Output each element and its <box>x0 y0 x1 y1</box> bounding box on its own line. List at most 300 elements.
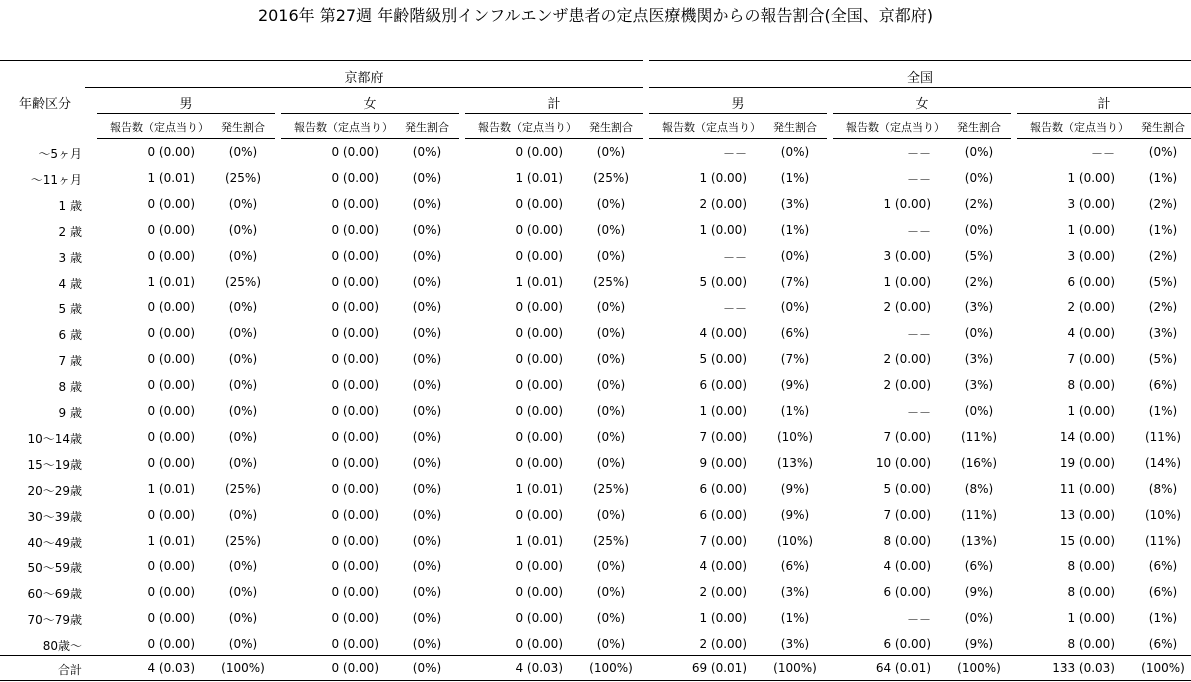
age-label: 80歳～ <box>42 639 82 653</box>
occurrence-rate: (0%) <box>596 430 626 444</box>
age-label: 3 歳 <box>58 251 82 265</box>
sex-underline <box>465 113 643 114</box>
age-label: 合計 <box>57 663 82 677</box>
report-count: 8 (0.00) <box>1067 637 1115 651</box>
occurrence-rate: (0%) <box>596 300 626 314</box>
report-count: 0 (0.00) <box>515 300 563 314</box>
report-count: 0 (0.00) <box>147 430 195 444</box>
report-count-header: 報告数（定点当り） <box>478 121 577 134</box>
occurrence-rate: (9%) <box>780 482 810 496</box>
occurrence-rate: (0%) <box>596 508 626 522</box>
occurrence-rate: (100%) <box>1141 661 1185 675</box>
report-count: 1 (0.01) <box>147 482 195 496</box>
occurrence-rate-header: 発生割合 <box>1141 121 1185 134</box>
sex-header: 男 <box>179 97 193 112</box>
report-count: 1 (0.00) <box>699 171 747 185</box>
report-count: 14 (0.00) <box>1059 430 1115 444</box>
sex-underline <box>97 113 275 114</box>
occurrence-rate-header: 発生割合 <box>773 121 817 134</box>
report-count: 0 (0.00) <box>147 404 195 418</box>
report-count: 0 (0.00) <box>331 404 379 418</box>
rule-top <box>0 60 643 61</box>
report-count: 0 (0.00) <box>331 300 379 314</box>
occurrence-rate: (6%) <box>1148 637 1178 651</box>
report-count: 64 (0.01) <box>875 661 931 675</box>
occurrence-rate: (1%) <box>1148 171 1178 185</box>
report-count: 0 (0.00) <box>147 637 195 651</box>
occurrence-rate: (0%) <box>228 326 258 340</box>
report-count: －－ <box>906 406 931 420</box>
occurrence-rate: (0%) <box>412 482 442 496</box>
report-count: 0 (0.00) <box>331 275 379 289</box>
report-count: 1 (0.01) <box>515 171 563 185</box>
report-count: 3 (0.00) <box>1067 197 1115 211</box>
group-header: 全国 <box>906 71 933 86</box>
report-count: 0 (0.00) <box>147 197 195 211</box>
occurrence-rate: (6%) <box>780 326 810 340</box>
sex-underline <box>833 113 1011 114</box>
age-column-header: 年齢区分 <box>18 97 71 112</box>
occurrence-rate: (0%) <box>596 326 626 340</box>
occurrence-rate: (1%) <box>1148 611 1178 625</box>
report-count: 8 (0.00) <box>883 534 931 548</box>
occurrence-rate: (11%) <box>960 508 998 522</box>
occurrence-rate-header: 発生割合 <box>405 121 449 134</box>
report-count: 2 (0.00) <box>699 585 747 599</box>
occurrence-rate: (10%) <box>776 534 814 548</box>
occurrence-rate: (8%) <box>1148 482 1178 496</box>
report-count: 5 (0.00) <box>699 275 747 289</box>
report-count: 1 (0.00) <box>699 223 747 237</box>
occurrence-rate: (3%) <box>780 637 810 651</box>
report-count: 2 (0.00) <box>883 300 931 314</box>
occurrence-rate: (6%) <box>780 559 810 573</box>
sex-underline <box>281 113 459 114</box>
age-label: 9 歳 <box>58 406 82 420</box>
report-count: 0 (0.00) <box>515 430 563 444</box>
occurrence-rate: (0%) <box>228 508 258 522</box>
occurrence-rate: (0%) <box>228 197 258 211</box>
occurrence-rate: (0%) <box>412 430 442 444</box>
report-count: 0 (0.00) <box>147 508 195 522</box>
report-count: 0 (0.00) <box>147 456 195 470</box>
occurrence-rate: (0%) <box>412 378 442 392</box>
occurrence-rate: (7%) <box>780 275 810 289</box>
report-count: 1 (0.00) <box>1067 404 1115 418</box>
occurrence-rate: (2%) <box>1148 249 1178 263</box>
occurrence-rate: (0%) <box>596 197 626 211</box>
report-count: 0 (0.00) <box>331 352 379 366</box>
occurrence-rate: (0%) <box>412 197 442 211</box>
occurrence-rate: (9%) <box>964 585 994 599</box>
report-count: 0 (0.00) <box>147 300 195 314</box>
report-count: 0 (0.00) <box>147 585 195 599</box>
report-count: 133 (0.03) <box>1052 661 1115 675</box>
occurrence-rate: (100%) <box>221 661 265 675</box>
report-count: 8 (0.00) <box>1067 378 1115 392</box>
page-title: 2016年 第27週 年齢階級別インフルエンザ患者の定点医療機関からの報告割合(全国、京都府) <box>257 6 934 25</box>
report-count: 2 (0.00) <box>1067 300 1115 314</box>
occurrence-rate: (0%) <box>412 508 442 522</box>
report-count: －－ <box>906 225 931 239</box>
occurrence-rate: (10%) <box>776 430 814 444</box>
report-count: 1 (0.00) <box>1067 171 1115 185</box>
sub-underline <box>281 138 459 139</box>
occurrence-rate: (1%) <box>780 404 810 418</box>
age-label: 60～69歳 <box>27 587 82 601</box>
report-count: 1 (0.00) <box>883 197 931 211</box>
occurrence-rate: (0%) <box>228 352 258 366</box>
occurrence-rate: (11%) <box>1144 430 1182 444</box>
occurrence-rate: (8%) <box>964 482 994 496</box>
report-count: 1 (0.01) <box>147 534 195 548</box>
report-count: 8 (0.00) <box>1067 559 1115 573</box>
report-count: 6 (0.00) <box>699 508 747 522</box>
report-count-header: 報告数（定点当り） <box>662 121 761 134</box>
occurrence-rate: (0%) <box>412 249 442 263</box>
report-count: 6 (0.00) <box>883 637 931 651</box>
report-count: 2 (0.00) <box>883 378 931 392</box>
report-count: 0 (0.00) <box>331 430 379 444</box>
occurrence-rate: (9%) <box>780 508 810 522</box>
occurrence-rate: (25%) <box>592 275 630 289</box>
occurrence-rate: (9%) <box>780 378 810 392</box>
report-count: 0 (0.00) <box>515 456 563 470</box>
occurrence-rate: (0%) <box>412 223 442 237</box>
report-count: 6 (0.00) <box>699 482 747 496</box>
age-label: ～5ヶ月 <box>38 147 82 161</box>
occurrence-rate: (25%) <box>592 171 630 185</box>
report-count: 8 (0.00) <box>1067 585 1115 599</box>
occurrence-rate: (0%) <box>596 456 626 470</box>
report-count: 0 (0.00) <box>331 378 379 392</box>
report-count: 4 (0.00) <box>883 559 931 573</box>
occurrence-rate: (0%) <box>596 585 626 599</box>
report-count: 0 (0.00) <box>331 456 379 470</box>
report-count: 15 (0.00) <box>1059 534 1115 548</box>
occurrence-rate: (3%) <box>1148 326 1178 340</box>
occurrence-rate: (2%) <box>964 197 994 211</box>
occurrence-rate: (0%) <box>228 637 258 651</box>
sex-header: 男 <box>731 97 745 112</box>
occurrence-rate: (1%) <box>780 171 810 185</box>
age-label: 70～79歳 <box>27 613 82 627</box>
occurrence-rate: (100%) <box>957 661 1001 675</box>
report-count: 0 (0.00) <box>147 559 195 573</box>
report-count: 3 (0.00) <box>883 249 931 263</box>
sex-header: 女 <box>915 97 929 112</box>
report-count: 0 (0.00) <box>331 197 379 211</box>
occurrence-rate: (16%) <box>960 456 998 470</box>
occurrence-rate: (0%) <box>780 249 810 263</box>
occurrence-rate: (0%) <box>964 326 994 340</box>
occurrence-rate: (0%) <box>412 145 442 159</box>
occurrence-rate: (0%) <box>228 430 258 444</box>
occurrence-rate: (10%) <box>1144 508 1182 522</box>
sub-underline <box>465 138 643 139</box>
report-count: 7 (0.00) <box>699 430 747 444</box>
occurrence-rate: (11%) <box>960 430 998 444</box>
report-count: 0 (0.00) <box>515 508 563 522</box>
report-count: 1 (0.01) <box>515 275 563 289</box>
age-label: 8 歳 <box>58 380 82 394</box>
occurrence-rate: (0%) <box>228 249 258 263</box>
report-count: 0 (0.00) <box>515 352 563 366</box>
report-count: 0 (0.00) <box>147 611 195 625</box>
age-label: 30～39歳 <box>27 510 82 524</box>
report-count: 1 (0.01) <box>147 171 195 185</box>
sex-header: 計 <box>547 97 561 112</box>
occurrence-rate: (13%) <box>776 456 814 470</box>
occurrence-rate: (0%) <box>412 585 442 599</box>
occurrence-rate: (0%) <box>412 637 442 651</box>
age-label: 7 歳 <box>58 354 82 368</box>
age-label: 50～59歳 <box>27 561 82 575</box>
report-count: 6 (0.00) <box>1067 275 1115 289</box>
occurrence-rate: (25%) <box>224 275 262 289</box>
occurrence-rate: (0%) <box>596 637 626 651</box>
report-count-header: 報告数（定点当り） <box>294 121 393 134</box>
sub-underline <box>1017 138 1191 139</box>
sub-underline <box>833 138 1011 139</box>
report-count: 0 (0.00) <box>147 326 195 340</box>
occurrence-rate: (0%) <box>964 145 994 159</box>
report-count: 0 (0.00) <box>147 352 195 366</box>
occurrence-rate: (0%) <box>412 661 442 675</box>
report-count: 7 (0.00) <box>883 508 931 522</box>
occurrence-rate: (0%) <box>964 223 994 237</box>
age-label: 10～14歳 <box>27 432 82 446</box>
report-count: 0 (0.00) <box>515 611 563 625</box>
age-label: 6 歳 <box>58 328 82 342</box>
occurrence-rate: (1%) <box>1148 404 1178 418</box>
report-count: 5 (0.00) <box>699 352 747 366</box>
report-count: 1 (0.00) <box>883 275 931 289</box>
report-count: 0 (0.00) <box>331 223 379 237</box>
occurrence-rate: (0%) <box>964 611 994 625</box>
occurrence-rate: (0%) <box>412 352 442 366</box>
age-label: 4 歳 <box>58 277 82 291</box>
report-count: 1 (0.00) <box>699 404 747 418</box>
report-count: 0 (0.00) <box>331 534 379 548</box>
report-count: 0 (0.00) <box>147 145 195 159</box>
occurrence-rate: (0%) <box>228 145 258 159</box>
report-count: 2 (0.00) <box>699 197 747 211</box>
occurrence-rate: (0%) <box>596 404 626 418</box>
occurrence-rate: (0%) <box>228 559 258 573</box>
group-underline <box>85 87 643 88</box>
rule-total-bottom <box>0 680 1191 681</box>
report-count: 0 (0.00) <box>331 661 379 675</box>
occurrence-rate: (1%) <box>1148 223 1178 237</box>
occurrence-rate: (0%) <box>412 456 442 470</box>
report-count: 7 (0.00) <box>883 430 931 444</box>
report-count: 0 (0.00) <box>515 404 563 418</box>
occurrence-rate: (7%) <box>780 352 810 366</box>
occurrence-rate: (0%) <box>228 223 258 237</box>
occurrence-rate: (0%) <box>596 352 626 366</box>
sub-underline <box>97 138 275 139</box>
report-count: 0 (0.00) <box>515 223 563 237</box>
report-count: 5 (0.00) <box>883 482 931 496</box>
occurrence-rate-header: 発生割合 <box>221 121 265 134</box>
occurrence-rate: (0%) <box>412 404 442 418</box>
report-count: 3 (0.00) <box>1067 249 1115 263</box>
report-count: 0 (0.00) <box>515 637 563 651</box>
occurrence-rate: (0%) <box>1148 145 1178 159</box>
age-label: 15～19歳 <box>27 458 82 472</box>
report-count: 13 (0.00) <box>1059 508 1115 522</box>
occurrence-rate: (0%) <box>596 559 626 573</box>
report-count: 7 (0.00) <box>699 534 747 548</box>
occurrence-rate: (0%) <box>228 585 258 599</box>
occurrence-rate: (0%) <box>412 534 442 548</box>
occurrence-rate-header: 発生割合 <box>957 121 1001 134</box>
occurrence-rate: (5%) <box>1148 275 1178 289</box>
occurrence-rate: (25%) <box>592 482 630 496</box>
report-count: －－ <box>906 147 931 161</box>
occurrence-rate: (0%) <box>412 300 442 314</box>
report-count: －－ <box>722 302 747 316</box>
occurrence-rate: (0%) <box>596 223 626 237</box>
sex-header: 計 <box>1097 97 1111 112</box>
report-count: 0 (0.00) <box>331 326 379 340</box>
report-count: 0 (0.00) <box>515 145 563 159</box>
occurrence-rate: (25%) <box>224 534 262 548</box>
report-count: 1 (0.01) <box>515 534 563 548</box>
report-count: 1 (0.00) <box>1067 223 1115 237</box>
report-count: －－ <box>906 613 931 627</box>
occurrence-rate: (5%) <box>1148 352 1178 366</box>
occurrence-rate: (3%) <box>780 197 810 211</box>
occurrence-rate: (25%) <box>224 482 262 496</box>
report-count: 1 (0.00) <box>699 611 747 625</box>
report-count: 4 (0.03) <box>515 661 563 675</box>
occurrence-rate: (0%) <box>964 171 994 185</box>
rule-top-right <box>649 60 1191 61</box>
occurrence-rate: (25%) <box>224 171 262 185</box>
occurrence-rate: (9%) <box>964 637 994 651</box>
occurrence-rate: (3%) <box>780 585 810 599</box>
report-count: 0 (0.00) <box>331 249 379 263</box>
occurrence-rate: (3%) <box>964 352 994 366</box>
report-count: 0 (0.00) <box>331 611 379 625</box>
report-count: 0 (0.00) <box>331 508 379 522</box>
age-label: 20～29歳 <box>27 484 82 498</box>
occurrence-rate: (0%) <box>780 145 810 159</box>
occurrence-rate: (25%) <box>592 534 630 548</box>
report-count: 0 (0.00) <box>331 145 379 159</box>
report-count-header: 報告数（定点当り） <box>846 121 945 134</box>
occurrence-rate-header: 発生割合 <box>589 121 633 134</box>
group-underline <box>649 87 1191 88</box>
report-count: 0 (0.00) <box>515 249 563 263</box>
occurrence-rate: (1%) <box>780 223 810 237</box>
report-count: 0 (0.00) <box>331 171 379 185</box>
report-count: －－ <box>722 251 747 265</box>
occurrence-rate: (2%) <box>1148 197 1178 211</box>
report-count: 0 (0.00) <box>147 249 195 263</box>
occurrence-rate: (0%) <box>228 378 258 392</box>
report-count: －－ <box>1090 147 1115 161</box>
occurrence-rate: (0%) <box>228 300 258 314</box>
occurrence-rate: (100%) <box>773 661 817 675</box>
age-label: 2 歳 <box>58 225 82 239</box>
report-count: 6 (0.00) <box>699 378 747 392</box>
occurrence-rate: (0%) <box>228 611 258 625</box>
occurrence-rate: (3%) <box>964 300 994 314</box>
age-label: 1 歳 <box>58 199 82 213</box>
occurrence-rate: (5%) <box>964 249 994 263</box>
age-label: 40～49歳 <box>27 536 82 550</box>
occurrence-rate: (0%) <box>596 249 626 263</box>
report-count: 0 (0.00) <box>331 559 379 573</box>
rule-total-top <box>0 655 1191 656</box>
report-count: 0 (0.00) <box>147 378 195 392</box>
occurrence-rate: (2%) <box>964 275 994 289</box>
occurrence-rate: (2%) <box>1148 300 1178 314</box>
occurrence-rate: (0%) <box>780 300 810 314</box>
occurrence-rate: (1%) <box>780 611 810 625</box>
group-header: 京都府 <box>344 71 384 86</box>
report-count: 0 (0.00) <box>147 223 195 237</box>
report-count: 0 (0.00) <box>515 197 563 211</box>
occurrence-rate: (0%) <box>596 145 626 159</box>
occurrence-rate: (0%) <box>412 559 442 573</box>
occurrence-rate: (0%) <box>964 404 994 418</box>
occurrence-rate: (6%) <box>1148 378 1178 392</box>
report-count: 11 (0.00) <box>1059 482 1115 496</box>
occurrence-rate: (6%) <box>1148 585 1178 599</box>
report-count: 0 (0.00) <box>515 559 563 573</box>
report-count: 0 (0.00) <box>515 585 563 599</box>
report-count: 0 (0.00) <box>515 326 563 340</box>
report-count: 1 (0.01) <box>515 482 563 496</box>
report-count: 4 (0.00) <box>699 559 747 573</box>
report-count: 0 (0.00) <box>331 482 379 496</box>
report-count: 6 (0.00) <box>883 585 931 599</box>
report-count: 19 (0.00) <box>1059 456 1115 470</box>
report-count: 1 (0.00) <box>1067 611 1115 625</box>
report-count-header: 報告数（定点当り） <box>110 121 209 134</box>
occurrence-rate: (0%) <box>228 404 258 418</box>
occurrence-rate: (11%) <box>1144 534 1182 548</box>
occurrence-rate: (0%) <box>228 456 258 470</box>
occurrence-rate: (0%) <box>412 171 442 185</box>
sex-header: 女 <box>363 97 377 112</box>
sub-underline <box>649 138 827 139</box>
report-count: 2 (0.00) <box>699 637 747 651</box>
occurrence-rate: (0%) <box>596 611 626 625</box>
occurrence-rate: (3%) <box>964 378 994 392</box>
report-count-header: 報告数（定点当り） <box>1030 121 1129 134</box>
occurrence-rate: (0%) <box>412 611 442 625</box>
report-count: 2 (0.00) <box>883 352 931 366</box>
occurrence-rate: (13%) <box>960 534 998 548</box>
report-count: 7 (0.00) <box>1067 352 1115 366</box>
report-count: 0 (0.00) <box>515 378 563 392</box>
age-label: 5 歳 <box>58 302 82 316</box>
occurrence-rate: (100%) <box>589 661 633 675</box>
report-count: 4 (0.03) <box>147 661 195 675</box>
report-count: 0 (0.00) <box>331 585 379 599</box>
report-count: －－ <box>722 147 747 161</box>
report-count: －－ <box>906 328 931 342</box>
report-count: 9 (0.00) <box>699 456 747 470</box>
report-count: 69 (0.01) <box>691 661 747 675</box>
occurrence-rate: (0%) <box>412 326 442 340</box>
sex-underline <box>1017 113 1191 114</box>
